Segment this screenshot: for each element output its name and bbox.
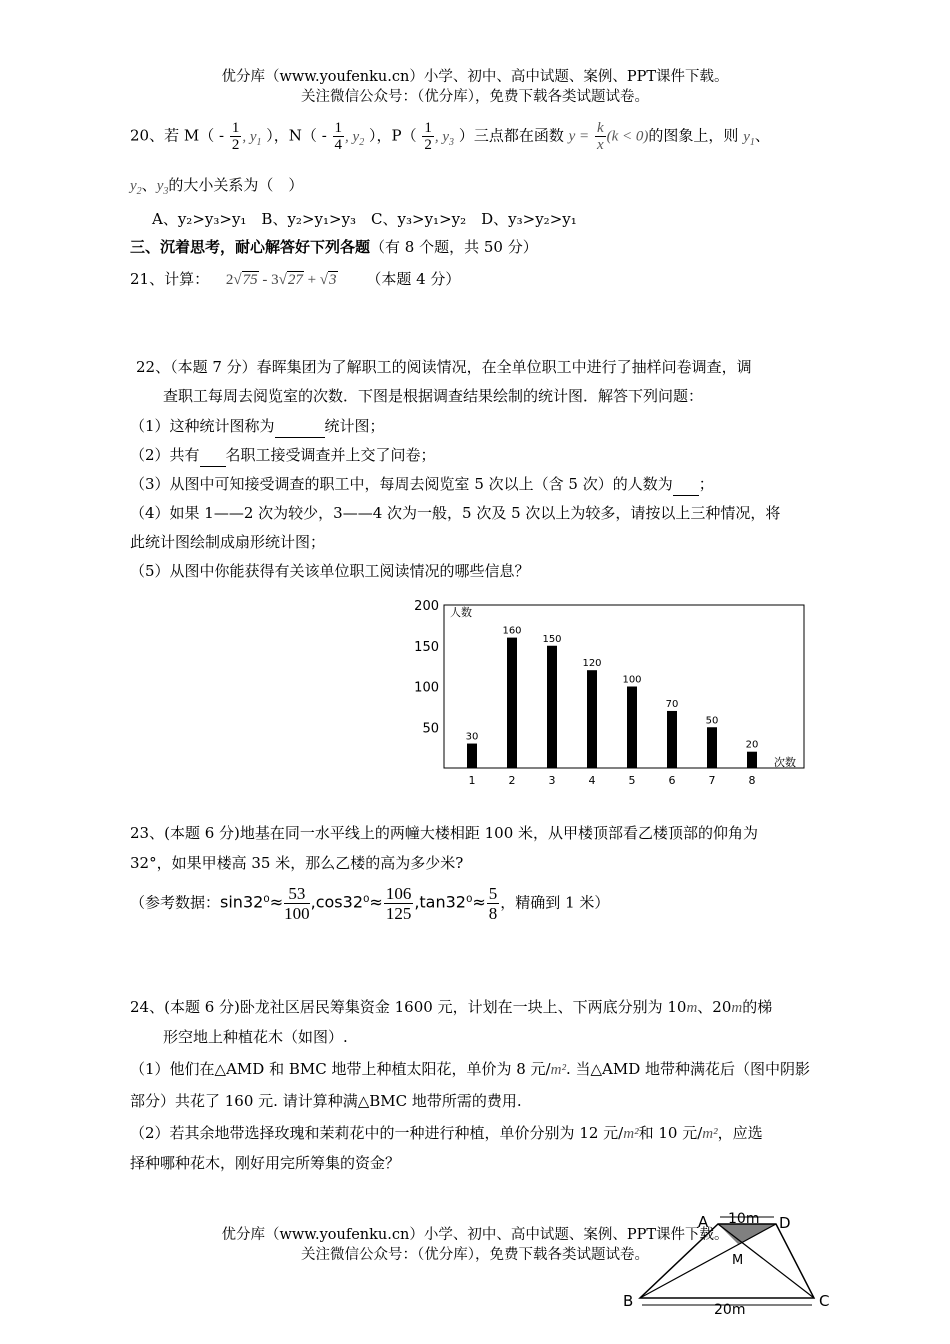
y-axis-label: 人数 — [450, 606, 472, 619]
data-label-2: 160 — [502, 625, 522, 637]
q24-line-1: 24、(本题 6 分)卧龙社区居民筹集资金 1600 元，计划在一块上、下两底分别为 10m、20m的梯 — [130, 998, 773, 1016]
q24-part-2: （2）若其余地带选择玫瑰和茉莉花中的一种进行种植，单价分别为 12 元/m²和 10 元/m²，应选 — [130, 1124, 763, 1142]
bar-2 — [507, 638, 517, 768]
question-20-line-2: $y_2$、$y_3$的大小关系为（ ） — [130, 176, 304, 197]
fraction-p: $\frac{1}{2}$ — [424, 120, 432, 153]
q20-mid3: ）三点都在函数 — [458, 126, 564, 145]
data-label-6: 70 — [665, 698, 679, 710]
function-condition: (k < 0) — [606, 128, 649, 145]
x-tick-label-8: 8 — [748, 774, 756, 787]
q22-part-1: （1）这种统计图称为 统计图； — [130, 415, 385, 438]
q20-prefix: 20、若 M（ - — [130, 126, 225, 145]
fraction-m: $\frac{1}{2}$ — [231, 120, 240, 153]
question-20: 20、若 M（ - $\frac{1}{2}$ , $y_1$ ），N（ - $\frac{1}{4}$ , $y_2$ ），P（ $\frac{1}{2}$ , $y_3$ ）三点都在函数 y = $\frac{k}{x}$ (k < 0)的图象上，则 $y_1$、 — [130, 120, 770, 153]
q24-part-2b: 择种哪种花木，刚好用完所筹集的资金？ — [130, 1154, 401, 1172]
q24-part-1b: 部分）共花了 160 元. 请计算种满△BMC 地带所需的费用. — [130, 1092, 522, 1110]
bottom-length: 20m — [714, 1302, 746, 1316]
q21-expression: 2√75 - 3√27 + √3 — [225, 272, 337, 288]
q22-part-4b: 此统计图绘制成扇形统计图； — [130, 533, 326, 551]
x-tick-label-1: 1 — [468, 774, 476, 787]
question-21 — [130, 268, 460, 291]
trapezoid-figure — [620, 1208, 840, 1316]
section-3-heading — [130, 236, 538, 258]
bars — [466, 626, 759, 768]
data-label-5: 100 — [622, 674, 642, 686]
point-m: M — [732, 1253, 744, 1268]
x-axis-ticks — [469, 774, 756, 787]
x-tick-label-2: 2 — [508, 774, 516, 787]
section-3-note: （有 8 个题，共 50 分） — [370, 238, 538, 256]
y-tick-label-200: 200 — [414, 599, 439, 614]
q23-reference: （参考数据：sin32⁰≈ $\frac{53}{100}$ ,cos32⁰≈ $\frac{106}{125}$ ,tan32⁰≈ $\frac{5}{8}$ ，精确到 1 米） — [130, 884, 610, 923]
trapezoid-outline — [640, 1224, 814, 1298]
q22-part-5: （5）从图中你能获得有关该单位职工阅读情况的哪些信息？ — [130, 562, 530, 580]
data-label-8: 20 — [745, 739, 759, 751]
x-tick-label-4: 4 — [588, 774, 596, 787]
q20-mid2: ），P（ — [369, 126, 417, 145]
bar-4 — [587, 670, 597, 768]
answer-blank-3[interactable] — [673, 473, 699, 496]
vertex-c: C — [819, 1292, 830, 1310]
section-3-title: 三、沉着思考，耐心解答好下列各题 — [130, 238, 371, 256]
top-length: 10m — [728, 1211, 760, 1227]
fraction-n: $\frac{1}{4}$ — [334, 120, 343, 153]
data-label-4: 120 — [582, 658, 602, 670]
function-y: y = — [568, 128, 590, 145]
shaded-triangle-amd — [718, 1224, 776, 1244]
y-tick-label-100: 100 — [414, 680, 439, 696]
question-20-options: A、y₂>y₃>y₁ B、y₂>y₁>y₃ C、y₃>y₁>y₂ D、y₃>y₂>y₁ — [152, 210, 577, 228]
q20-suffix: 的图象上，则 — [648, 126, 739, 145]
bar-8 — [747, 752, 757, 768]
q22-line-2: 查职工每周去阅览室的次数．下图是根据调查结果绘制的统计图．解答下列问题： — [163, 387, 704, 405]
q21-label: 21、计算： — [130, 270, 210, 288]
y-tick-label-150: 150 — [414, 639, 439, 655]
x-tick-label-5: 5 — [628, 774, 636, 787]
q22-line-1: 22、（本题 7 分）春晖集团为了解职工的阅读情况，在全单位职工中进行了抽样问卷调查，调 — [136, 358, 752, 376]
diagonal-bd — [640, 1224, 776, 1298]
y-tick-label-50: 50 — [422, 721, 439, 737]
bar-3 — [547, 646, 557, 768]
data-label-7: 50 — [705, 715, 719, 727]
reading-bar-chart — [400, 596, 820, 792]
vertex-b: B — [623, 1292, 634, 1310]
footer-line-1: 优分库（www.youfenku.cn）小学、初中、高中试题、案例、PPT课件下载。 — [221, 1227, 729, 1243]
footer-line-2: 关注微信公众号：（优分库），免费下载各类试题试卷。 — [301, 1247, 649, 1263]
q22-part-2: （2）共有 名职工接受调查并上交了问卷； — [130, 444, 436, 467]
bar-6 — [667, 711, 677, 768]
answer-blank-2[interactable] — [200, 444, 226, 467]
x-tick-label-7: 7 — [708, 774, 716, 787]
answer-blank-1[interactable] — [275, 415, 325, 438]
data-label-1: 30 — [465, 731, 479, 743]
q23-line-1: 23、(本题 6 分)地基在同一水平线上的两幢大楼相距 100 米，从甲楼顶部看乙楼顶部的仰角为 — [130, 824, 759, 842]
x-axis-label: 次数 — [774, 756, 796, 769]
data-label-3: 150 — [542, 633, 562, 645]
x-tick-label-3: 3 — [548, 774, 556, 787]
y-axis-ticks — [414, 599, 439, 736]
q22-part-3: （3）从图中可知接受调查的职工中，每周去阅览室 5 次以上（含 5 次）的人数为 ； — [130, 473, 714, 496]
q24-part-1: （1）他们在△AMD 和 BMC 地带上种植太阳花，单价为 8 元/m². 当△AMD 地带种满花后（图中阴影 — [130, 1060, 811, 1078]
vertex-a: A — [698, 1213, 709, 1231]
q24-line-2: 形空地上种植花木（如图）. — [163, 1028, 348, 1046]
q22-part-4: （4）如果 1——2 次为较少，3——4 次为一般，5 次及 5 次以上为较多，请按以上三种情况，将 — [130, 504, 781, 522]
q21-points: （本题 4 分） — [366, 270, 461, 288]
q20-line2-text: 的大小关系为（ ） — [168, 176, 304, 194]
vertex-d: D — [779, 1214, 791, 1232]
header-line-1: 优分库（www.youfenku.cn）小学、初中、高中试题、案例、PPT课件下载。 — [221, 69, 729, 85]
x-tick-label-6: 6 — [668, 774, 676, 787]
q23-line-2: 32°，如果甲楼高 35 米，那么乙楼的高为多少米? — [130, 854, 464, 872]
bar-7 — [707, 727, 717, 768]
bar-5 — [627, 687, 637, 769]
q20-mid1: ），N（ - — [266, 126, 327, 145]
fraction-kx: $\frac{k}{x}$ — [596, 120, 604, 153]
bar-1 — [467, 744, 477, 768]
header-line-2: 关注微信公众号：（优分库），免费下载各类试题试卷。 — [301, 89, 649, 105]
